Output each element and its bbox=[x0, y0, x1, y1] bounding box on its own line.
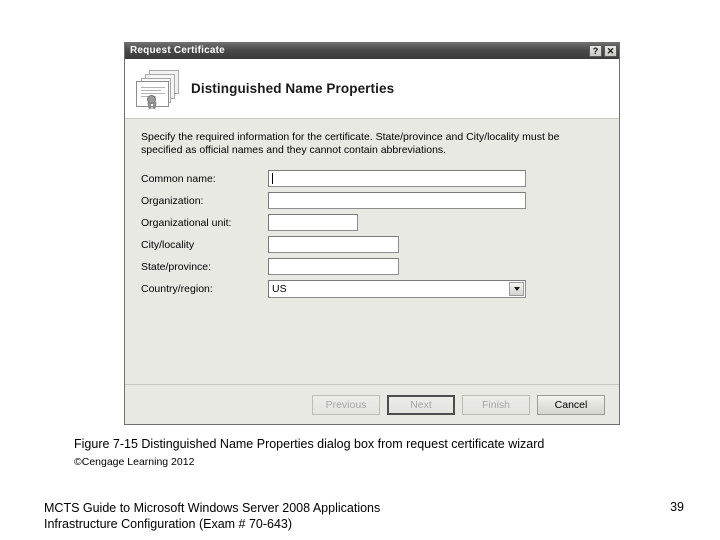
label-city-locality: City/locality bbox=[141, 238, 195, 251]
state-province-input[interactable] bbox=[268, 258, 399, 275]
text-caret bbox=[272, 173, 273, 184]
previous-button[interactable]: Previous bbox=[312, 395, 380, 415]
organization-input[interactable] bbox=[268, 192, 526, 209]
dialog-body bbox=[125, 119, 619, 384]
organizational-unit-input[interactable] bbox=[268, 214, 358, 231]
country-region-value: US bbox=[272, 282, 287, 295]
form-row-organizational-unit bbox=[141, 214, 603, 231]
dialog-title: Request Certificate bbox=[130, 45, 225, 56]
certificate-stack-icon bbox=[135, 67, 181, 111]
help-icon[interactable]: ? bbox=[589, 45, 602, 57]
country-region-select[interactable] bbox=[268, 280, 526, 298]
chevron-down-icon[interactable] bbox=[509, 282, 524, 296]
cancel-button[interactable]: Cancel bbox=[537, 395, 605, 415]
label-common-name: Common name: bbox=[141, 172, 216, 185]
form-row-organization bbox=[141, 192, 603, 209]
form-row-country-region bbox=[141, 280, 603, 297]
distinguished-name-form bbox=[141, 170, 603, 297]
titlebar-buttons bbox=[589, 45, 617, 57]
label-country-region: Country/region: bbox=[141, 282, 213, 295]
label-organizational-unit: Organizational unit: bbox=[141, 216, 232, 229]
form-row-city-locality bbox=[141, 236, 603, 253]
label-organization: Organization: bbox=[141, 194, 204, 207]
footer-line-1: MCTS Guide to Microsoft Windows Server 2008 Applications bbox=[44, 501, 381, 515]
dialog-header bbox=[125, 59, 619, 119]
slide-footer bbox=[44, 500, 684, 532]
form-row-state-province bbox=[141, 258, 603, 275]
dialog-titlebar[interactable] bbox=[125, 43, 619, 59]
common-name-input[interactable] bbox=[268, 170, 526, 187]
form-row-common-name bbox=[141, 170, 603, 187]
instructions-text: Specify the required information for the certificate. State/province and City/locality must be specified as official names and they cannot contain abbreviations. bbox=[141, 131, 560, 156]
page-title: Distinguished Name Properties bbox=[191, 81, 395, 96]
slide-footer-text bbox=[44, 500, 380, 532]
label-state-province: State/province: bbox=[141, 260, 212, 273]
figure-caption: Figure 7-15 Distinguished Name Properties dialog box from request certificate wizard bbox=[74, 437, 545, 451]
next-button[interactable]: Next bbox=[387, 395, 455, 415]
city-locality-input[interactable] bbox=[268, 236, 399, 253]
page-number: 39 bbox=[670, 500, 684, 514]
close-icon[interactable]: ✕ bbox=[604, 45, 617, 57]
request-certificate-dialog bbox=[124, 42, 620, 425]
dialog-button-bar bbox=[125, 384, 619, 424]
footer-line-2: Infrastructure Configuration (Exam # 70-643) bbox=[44, 517, 293, 531]
finish-button[interactable]: Finish bbox=[462, 395, 530, 415]
copyright-line: ©Cengage Learning 2012 bbox=[74, 456, 195, 468]
